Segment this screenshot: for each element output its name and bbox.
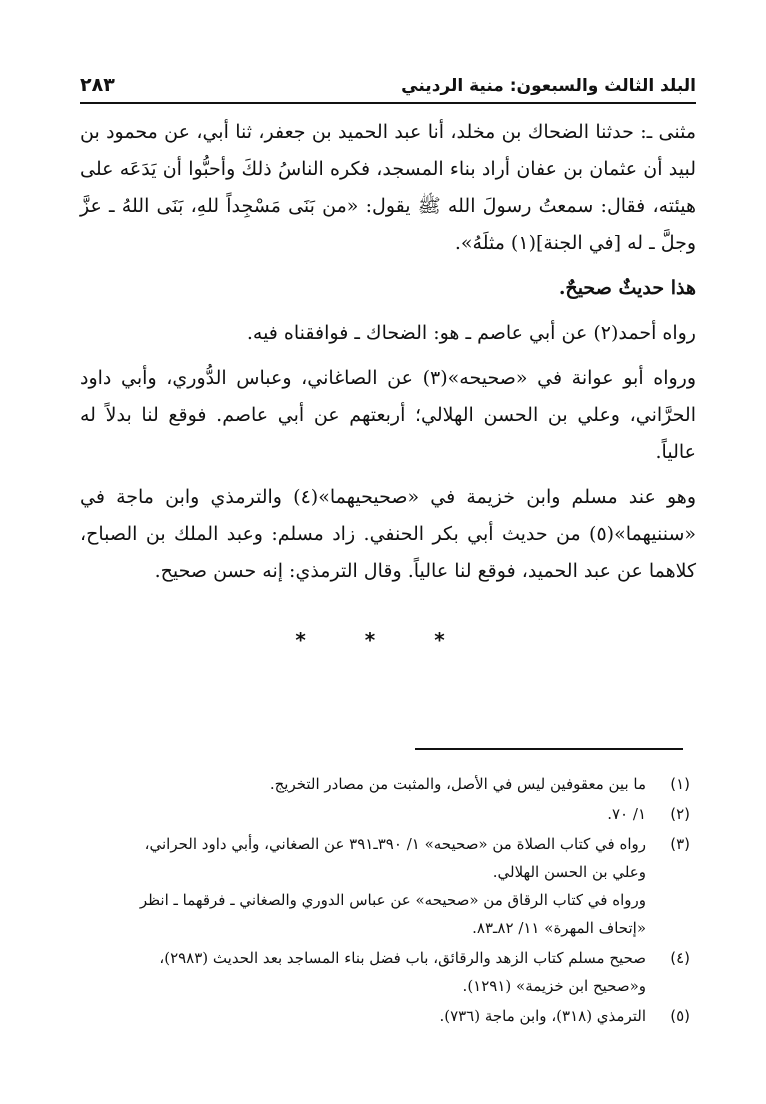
footnote-line: صحيح مسلم كتاب الزهد والرقائق، باب فضل بناء المساجد بعد الحديث (٢٩٨٣)، <box>159 949 646 967</box>
footnote-line: ١/ ٧٠. <box>607 805 646 823</box>
text-line: رواه أحمد(٢) عن أبي عاصم ـ هو: الضحاك ـ فوافقناه فيه. <box>246 322 696 344</box>
text-line: هذا حديثٌ صحيحٌ. <box>558 277 696 299</box>
footnote-number: (٢) <box>670 805 690 823</box>
text-line: أن يَدَعَه على هيئته، فقال: سمعتُ رسولَ الله ﷺ يقول: «من بَنَى مَسْجِداً للهِ، <box>80 158 696 217</box>
footnote-line: «إتحاف المهرة» ١١/ ٨٢ـ٨٣. <box>472 919 646 937</box>
footnote-line: رواه في كتاب الصلاة من «صحيحه» ١/ ٣٩٠ـ٣٩١ عن الصغاني، وأبي داود الحراني، <box>144 835 646 853</box>
paragraph-hadith <box>80 114 696 262</box>
footnote-text <box>80 1002 646 1030</box>
footnote-line: و«صحيح ابن خزيمة» (١٢٩١). <box>462 977 646 995</box>
footnote-line: وعلي بن الحسن الهلالي. <box>492 863 646 881</box>
running-title: البلد الثالث والسبعون: منية الرديني <box>401 76 696 96</box>
text-line: بَنَى اللهُ ـ عزَّ وجلَّ ـ له [في الجنة](١) مثلَهُ». <box>80 195 696 254</box>
footnote-separator <box>415 748 683 750</box>
paragraph-muslim <box>80 479 696 590</box>
section-divider: * * * <box>295 628 471 652</box>
footnote-number: (١) <box>670 775 690 793</box>
footnote-text <box>80 830 646 942</box>
text-line: مثنى ـ: حدثنا الضحاك بن مخلد، أنا عبد الحميد بن جعفر، ثنا أبي، عن <box>164 121 696 143</box>
footnote-line: ما بين معقوفين ليس في الأصل، والمثبت من مصادر التخريج. <box>269 775 646 793</box>
paragraph-verdict <box>80 270 696 307</box>
main-text <box>80 114 696 590</box>
footnote-text <box>80 944 646 1000</box>
footnote-2 <box>80 800 690 828</box>
footnote-text <box>80 770 646 798</box>
text-line: ورواه أبو عوانة في «صحيحه»(٣) عن الصاغاني، وعباس الدُّوري، وأبي <box>121 367 696 389</box>
text-line: وهو عند مسلم وابن خزيمة في «صحيحيهما»(٤) والترمذي وابن ماجة في <box>80 486 696 508</box>
page-header <box>80 64 696 104</box>
text-line: كلاهما عن عبد الحميد، فوقع لنا عالياً. وقال الترمذي: إنه حسن صحيح. <box>154 560 696 582</box>
footnote-number: (٣) <box>670 835 690 853</box>
text-line: داود الحرَّاني، وعلي بن الحسن الهلالي؛ أربعتهم عن أبي عاصم. فوقع لنا <box>80 367 696 426</box>
paragraph-ahmad <box>80 315 696 352</box>
footnote-text <box>80 800 646 828</box>
footnote-5 <box>80 1002 690 1030</box>
text-line: «سننيهما»(٥) من حديث أبي بكر الحنفي. زاد مسلم: وعبد الملك بن الصباح، <box>80 523 696 545</box>
footnote-1 <box>80 770 690 798</box>
paragraph-abu-awana <box>80 360 696 471</box>
footnote-line: ورواه في كتاب الرقاق من «صحيحه» عن عباس الدوري والصغاني ـ فرقهما ـ انظر <box>139 891 646 909</box>
footnote-number: (٤) <box>670 949 690 967</box>
footnotes <box>80 770 690 1032</box>
footnote-3 <box>80 830 690 942</box>
footnote-4 <box>80 944 690 1000</box>
footnote-line: الترمذي (٣١٨)، وابن ماجة (٧٣٦). <box>439 1007 646 1025</box>
footnote-number: (٥) <box>670 1007 690 1025</box>
page-number: ٢٨٣ <box>80 74 115 96</box>
text-line: محمود بن لبيد أن عثمان بن عفان أراد بناء المسجد، فكره الناسُ ذلكَ وأحبُّوا <box>80 121 696 180</box>
text-line: بدلاً له عالياً. <box>80 404 696 463</box>
